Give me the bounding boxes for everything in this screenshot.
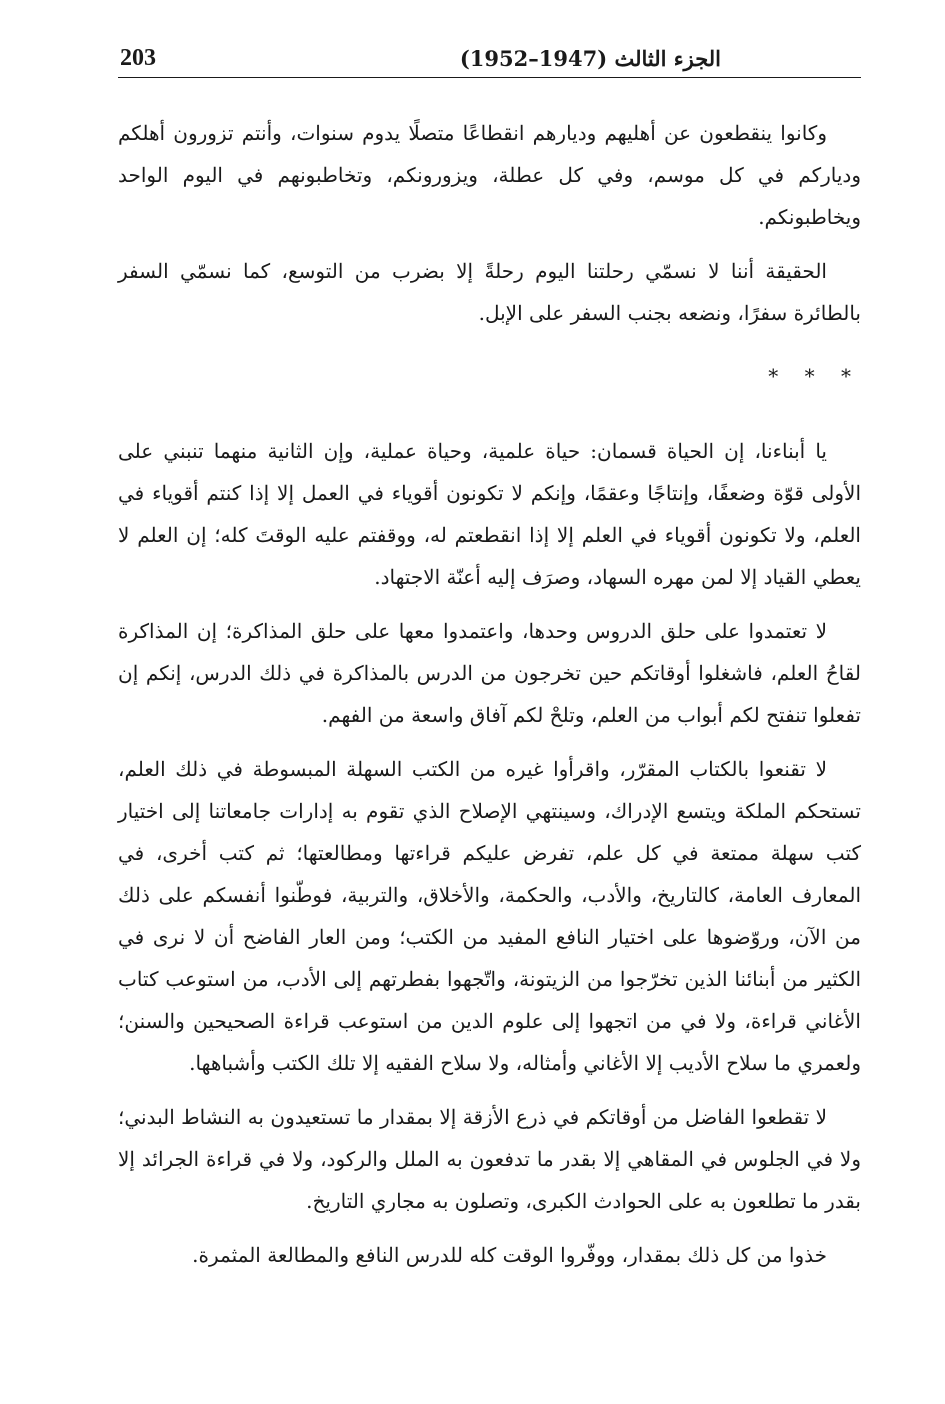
paragraph: يا أبناءنا، إن الحياة قسمان: حياة علمية، وحياة عملية، وإن الثانية منهما تنبني على الأولى قوّة وضعفًا، وإنتاجًا وعقمًا، وإنكم لا تكونون أقوياء في العمل إلا إذا كنتم أقوياء في العلم، ولا تكونون أقوياء في العلم إلا إذا انقطعتم له، ووقفتم عليه الوقتَ كله؛ إن العلم لا يعطي القياد إلا لمن مهره السهاد، وصرَف إليه أعنّة الاجتهاد. — [118, 439, 861, 589]
section-separator: * * * — [768, 364, 861, 388]
body-text — [118, 112, 861, 1288]
book-page — [118, 0, 861, 1404]
paragraph: لا تقنعوا بالكتاب المقرّر، واقرأوا غيره من الكتب السهلة المبسوطة في ذلك العلم، تستحكم الملكة ويتسع الإدراك، وسينتهي الإصلاح الذي تقوم به إدارات جامعاتنا إلى اختيار كتب سهلة ممتعة في كل علم، تفرض عليكم قراءتها ومطالعتها؛ ثم كتب أخرى، في المعارف العامة، كالتاريخ، والأدب، والحكمة، والأخلاق، والتربية، فوطّنوا أنفسكم على ذلك من الآن، وروّضوها على اختيار النافع المفيد من الكتب؛ ومن العار الفاضح أن لا نرى في الكثير من أبنائنا الذين تخرّجوا من الزيتونة، واتّجهوا بفطرتهم إلى الأدب، من استوعب كتاب الأغاني قراءة، ولا في من اتجهوا إلى علوم الدين من استوعب قراءة الصحيحين والسنن؛ ولعمري ما سلاح الأديب إلا الأغاني وأمثاله، ولا سلاح الفقيه إلا تلك الكتب وأشباهها. — [118, 757, 861, 1075]
header-rule — [118, 77, 861, 78]
paragraph: وكانوا ينقطعون عن أهليهم وديارهم انقطاعًا متصلًا يدوم سنوات، وأنتم تزورون أهلكم ودياركم في كل موسم، وفي كل عطلة، ويزورونكم، وتخاطبونهم في اليوم الواحد ويخاطبونكم. — [118, 121, 861, 229]
paragraph: لا تعتمدوا على حلق الدروس وحدها، واعتمدوا معها على حلق المذاكرة؛ إن المذاكرة لقاحُ العلم، فاشغلوا أوقاتكم حين تخرجون من الدرس بالمذاكرة في ذلك الدرس، إنكم إن تفعلوا تنفتح لكم أبواب من العلم، وتلحْ لكم آفاق واسعة من الفهم. — [118, 619, 861, 727]
page-number: 203 — [120, 44, 156, 71]
page-header — [118, 40, 861, 76]
paragraph: الحقيقة أننا لا نسمّي رحلتنا اليوم رحلةً إلا بضرب من التوسع، كما نسمّي السفر بالطائرة سفرًا، ونضعه بجنب السفر على الإبل. — [118, 259, 861, 325]
paragraph: خذوا من كل ذلك بمقدار، ووفّروا الوقت كله للدرس النافع والمطالعة المثمرة. — [192, 1243, 827, 1267]
running-title: الجزء الثالث (1947–1952) — [459, 45, 721, 71]
paragraph: لا تقطعوا الفاضل من أوقاتكم في ذرع الأزقة إلا بمقدار ما تستعيدون به النشاط البدني؛ ولا في الجلوس في المقاهي إلا بقدر ما تدفعون به الملل والركود، ولا في قراءة الجرائد إلا بقدر ما تطلعون به على الحوادث الكبرى، وتصلون به مجاري التاريخ. — [118, 1105, 861, 1213]
